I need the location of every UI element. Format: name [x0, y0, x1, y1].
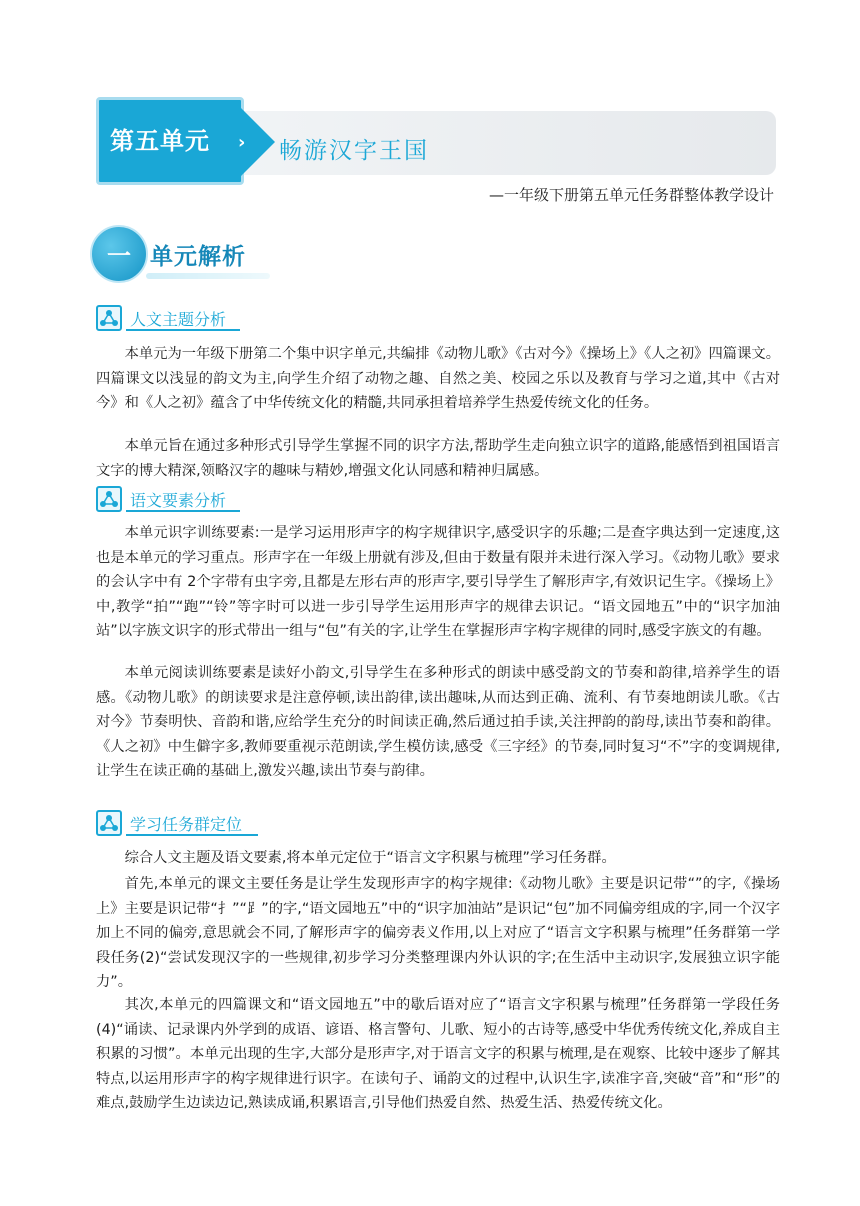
share-nodes-icon: [96, 810, 122, 836]
subsection-label: 语文要素分析: [130, 491, 227, 510]
unit-subtitle: —一年级下册第五单元任务群整体教学设计: [488, 186, 774, 204]
section-underline: [146, 273, 270, 279]
subsection-label: 学习任务群定位: [130, 815, 243, 834]
subsection-underline: [126, 510, 240, 512]
paragraph: 综合人文主题及语文要素,将本单元定位于“语言文字积累与梳理”学习任务群。: [124, 850, 616, 866]
paragraph: 其次,本单元的四篇课文和“语文园地五”中的歇后语对应了“语言文字积累与梳理”任务群第一学段任务(4)“诵读、记录课内外学到的成语、谚语、格言警句、儿歌、短小的古诗等,感受中华优秀传统文化,养成自主积累的习惯”。本单元出现的生字,大部分是形声字,对于语言文字的积累与梳理,是在观察、比较中逐步了解其特点,以运用形声字的构字规律进行识字。在读句子、诵韵文的过程中,认识生字,读准字音,突破“音”和“形”的难点,鼓励学生边读边记,熟读成诵,积累语言,引导他们热爱自然、热爱生活、热爱传统文化。: [96, 997, 780, 1112]
paragraph: 本单元识字训练要素:一是学习运用形声字的构字规律识字,感受识字的乐趣;二是查字典达到一定速度,这也是本单元的学习重点。形声字在一年级上册就有涉及,但由于数量有限并未进行深入学习。《动物儿歌》要求的会认字中有 2个字带有虫字旁,且都是左形右声的形声字,要引导学生了解形声字,有效识记生字。《操场上》中,教学“拍”“跑”“铃”等字时可以进一步引导学生运用形声字的规律去识记。“语文园地五”中的“识字加油站”以字族文识字的形式带出一组与“包”有关的字,让学生在掌握形声字构字规律的同时,感受字族文的有趣。: [96, 525, 780, 640]
share-nodes-icon: [96, 305, 122, 331]
paragraph: 本单元旨在通过多种形式引导学生掌握不同的识字方法,帮助学生走向独立识字的道路,能感悟到祖国语言文字的博大精深,领略汉字的趣味与精妙,增强文化认同感和精神归属感。: [96, 438, 780, 479]
unit-title: 畅游汉字王国: [279, 138, 429, 164]
section-number: 一: [107, 242, 131, 270]
unit-label: 第五单元: [110, 127, 210, 155]
paragraph: 本单元为一年级下册第二个集中识字单元,共编排《动物儿歌》《古对今》《操场上》《人之初》四篇课文。 四篇课文以浅显的韵文为主,向学生介绍了动物之趣、自然之美、校园之乐以及教育与学习之道,其中《古对今》和《人之初》蕴含了中华传统文化的精髓,共同承担着培养学生热爱传统文化的任务。: [96, 346, 780, 412]
unit-banner: [96, 97, 778, 191]
subsection-underline: [126, 834, 258, 836]
paragraph: 首先,本单元的课文主要任务是让学生发现形声字的构字规律:《动物儿歌》主要是识记带“”的字,《操场上》主要是识记带“扌”“⻊”的字,“语文园地五”中的“识字加油站”是识记“包”加不同偏旁组成的字,同一个汉字加上不同的偏旁,意思就会不同,了解形声字的偏旁表义作用,以上对应了“语言文字积累与梳理”任务群第一学段任务(2)“尝试发现汉字的一些规律,初步学习分类整理课内外认识的字;在生活中主动识字,发展独立识字能力”。: [96, 876, 780, 991]
paragraph: 本单元阅读训练要素是读好小韵文,引导学生在多种形式的朗读中感受韵文的节奏和韵律,培养学生的语感。《动物儿歌》的朗读要求是注意停顿,读出韵律,读出趣味,从而达到正确、流利、有节奏地朗读儿歌。《古对今》节奏明快、音韵和谐,应给学生充分的时间读正确,然后通过拍手读,关注押韵的韵母,读出节奏和韵律。《人之初》中生僻字多,教师要重视示范朗读,学生模仿读,感受《三字经》的节奏,同时复习“不”字的变调规律,让学生在读正确的基础上,激发兴趣,读出节奏与韵律。: [96, 665, 780, 780]
chevron-right-icon: ›: [238, 132, 246, 153]
share-nodes-icon: [96, 486, 122, 512]
subsection-underline: [126, 329, 240, 331]
subsection-label: 人文主题分析: [130, 310, 227, 329]
section-heading: [90, 225, 280, 285]
section-title: 单元解析: [150, 244, 246, 270]
